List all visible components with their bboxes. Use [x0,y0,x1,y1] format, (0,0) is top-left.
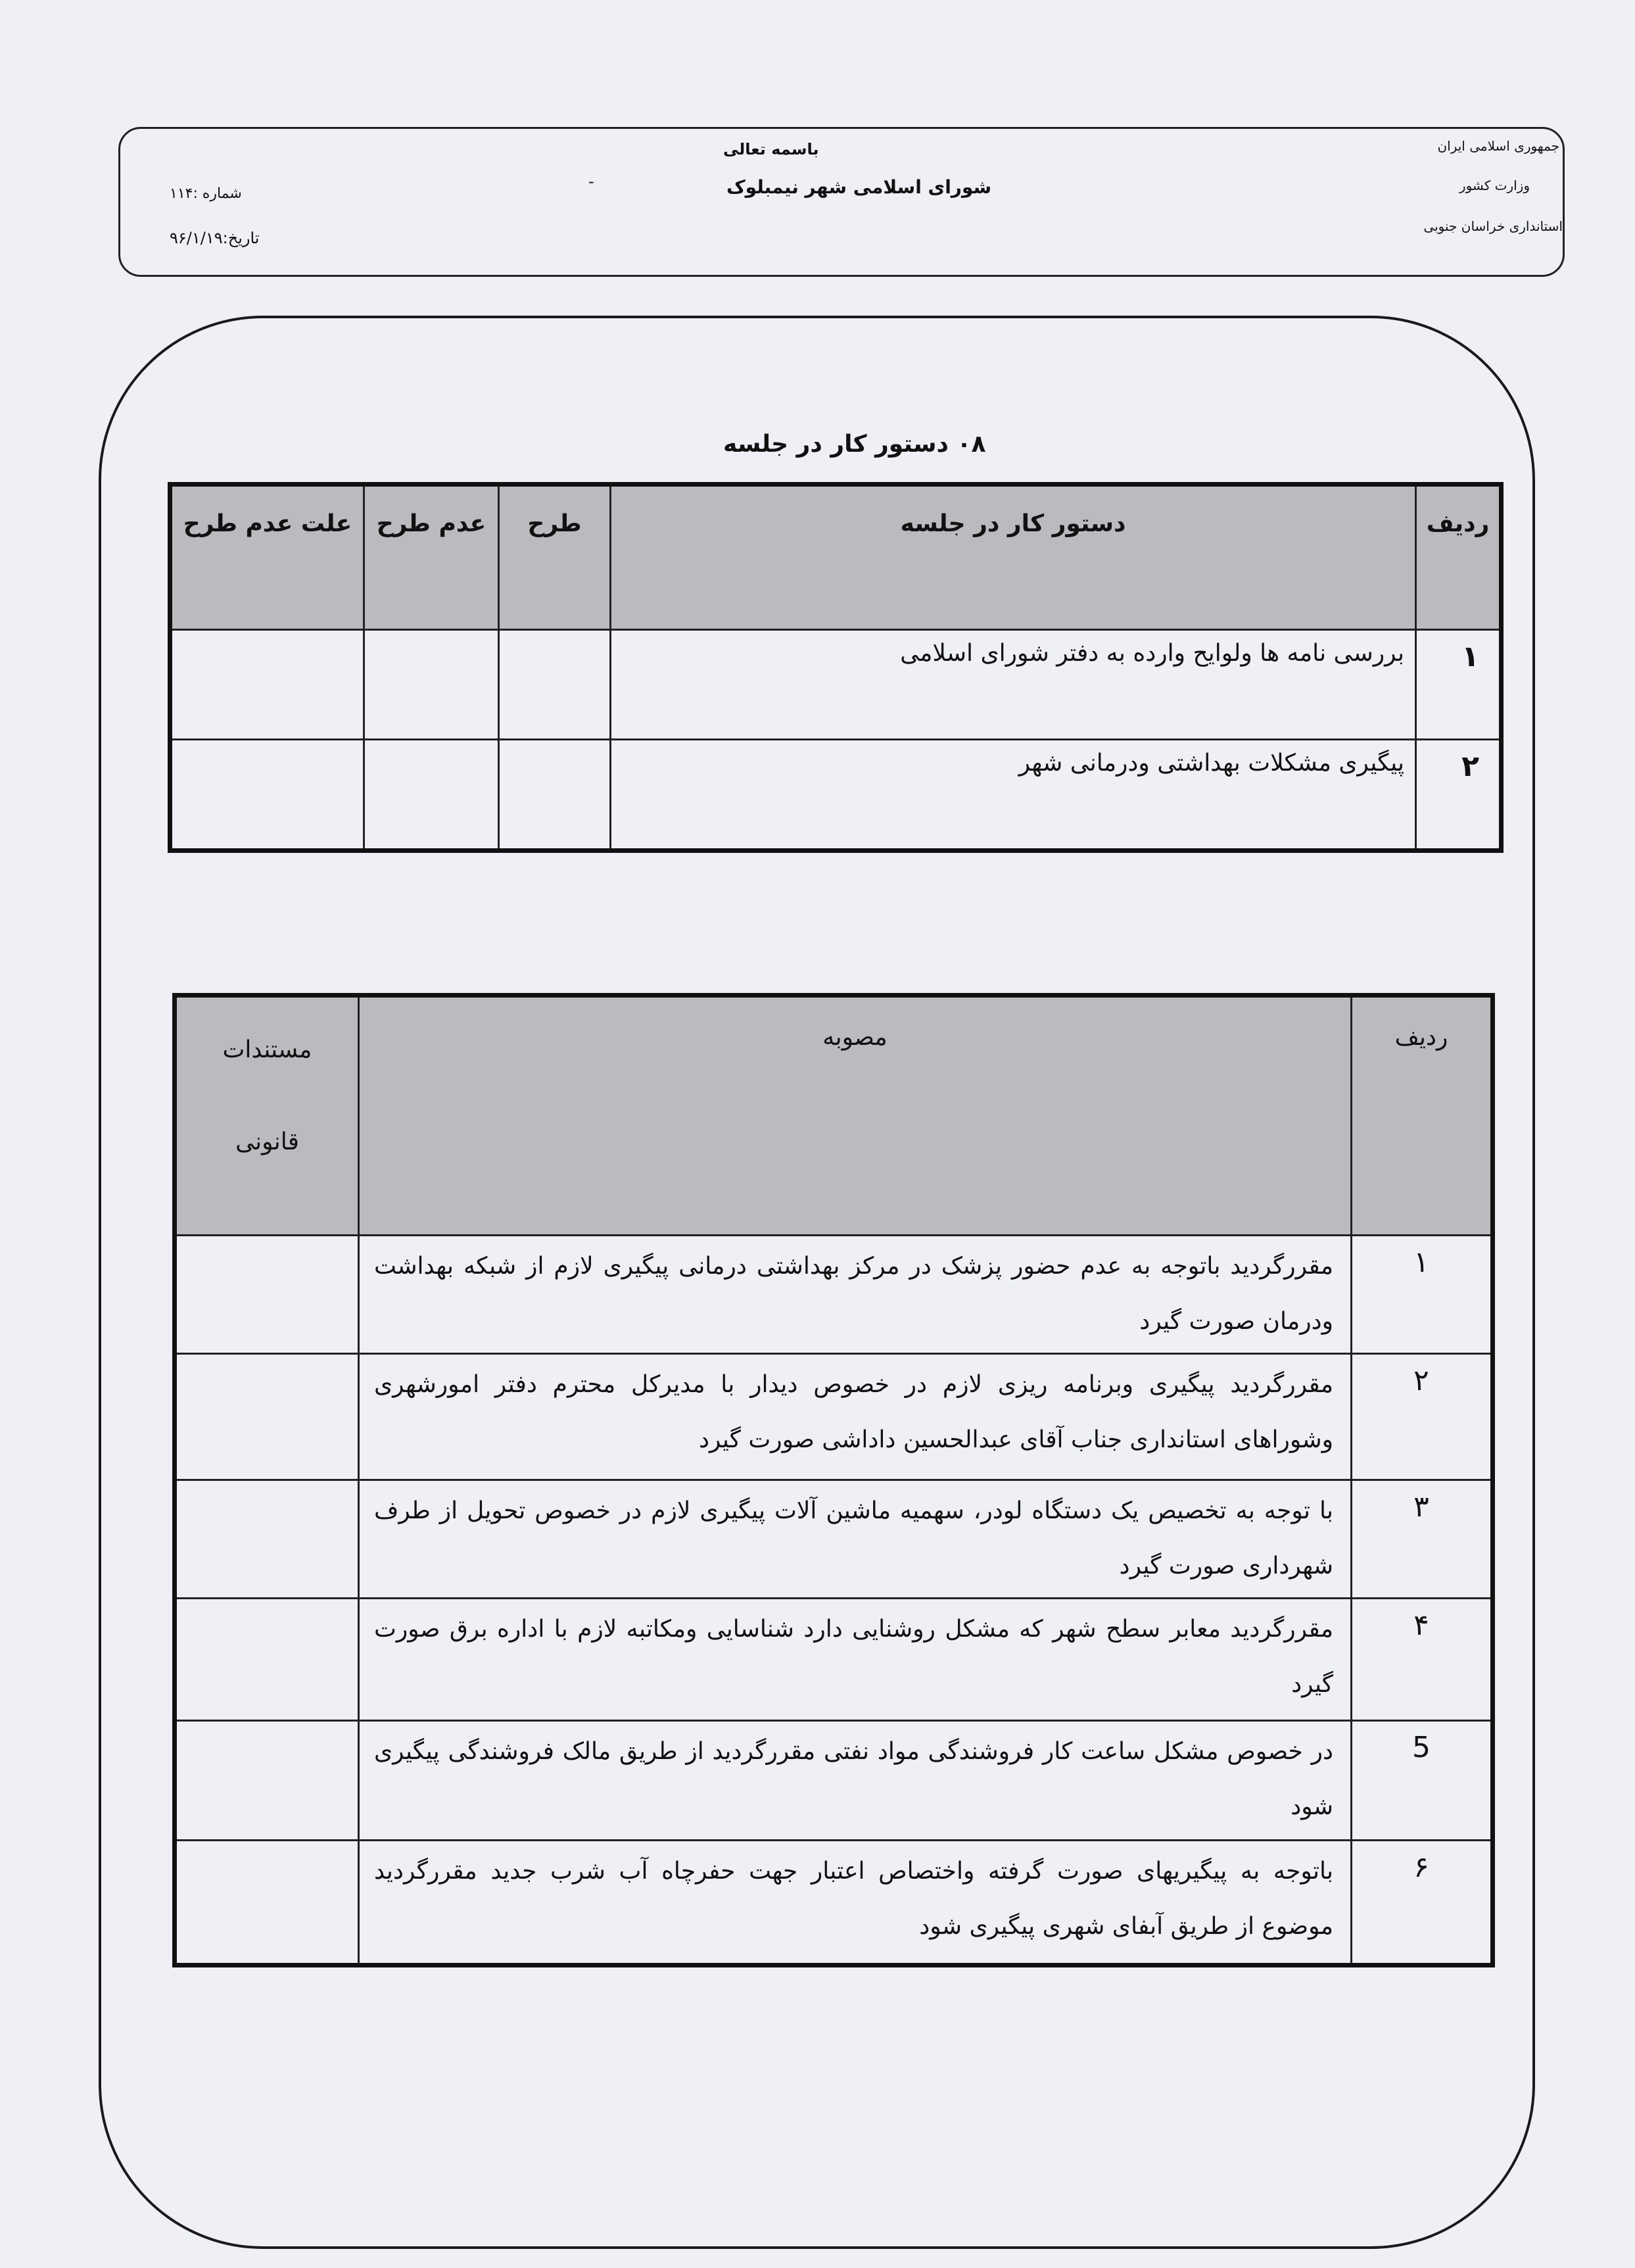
letter-date: تاریخ:۹۶/۱/۱۹ [170,229,260,247]
table-row [175,1841,1493,1966]
agenda-cell-proposed [499,630,611,740]
agenda-cell-reason [170,740,364,851]
resolution-legal-cell [175,1354,359,1480]
agenda-col-agenda: دستور کار در جلسه [611,485,1416,630]
resolution-number: ۴ [1352,1599,1493,1721]
agenda-table [168,482,1504,853]
agenda-col-reason: علت عدم طرح [170,485,364,630]
agenda-col-not-proposed: عدم طرح [364,485,499,630]
agenda-cell-proposed [499,740,611,851]
agenda-row-number: ۱ [1416,630,1502,740]
header-dash: - [588,172,594,191]
agenda-row-text: پیگیری مشکلات بهداشتی ودرمانی شهر [611,740,1416,851]
resolution-number: ۳ [1352,1480,1493,1599]
resolutions-col-row: ردیف [1352,996,1493,1236]
resolution-text: با توجه به تخصیص یک دستگاه لودر، سهمیه ماشین آلات پیگیری لازم در خصوص تحویل از طرف شهرداری صورت گیرد [359,1480,1352,1599]
table-row [175,1354,1493,1480]
resolution-legal-cell [175,1841,359,1966]
agenda-header-row [170,485,1502,630]
letter-number: شماره :۱۱۴ [170,185,242,202]
agenda-title: ۰۸ دستور کار در جلسه [723,431,986,458]
republic-name: جمهوری اسلامی ایران [1437,138,1559,154]
legal-docs-line2: قانونی [235,1128,299,1155]
table-row [170,630,1502,740]
agenda-cell-not-proposed [364,740,499,851]
resolution-legal-cell [175,1599,359,1721]
resolutions-col-legal-docs [175,996,359,1236]
table-row [170,740,1502,851]
ministry-name: وزارت کشور [1459,178,1530,193]
table-row [175,1721,1493,1841]
legal-docs-line1: مستندات [222,1036,312,1063]
header-basmala: باسمه تعالی [723,140,819,158]
resolution-text: مقررگردید باتوجه به عدم حضور پزشک در مرکز بهداشتی درمانی پیگیری لازم از شبکه بهداشت ودرمان صورت گیرد [359,1236,1352,1354]
resolution-text: مقررگردید معابر سطح شهر که مشکل روشنایی دارد شناسایی ومکاتبه لازم با اداره برق صورت گیرد [359,1599,1352,1721]
resolution-text: باتوجه به پیگیریهای صورت گرفته واختصاص اعتبار جهت حفرچاه آب شرب جدید مقررگردید موضوع از طریق آبفای شهری پیگیری شود [359,1841,1352,1966]
resolution-number: ۱ [1352,1236,1493,1354]
agenda-cell-reason [170,630,364,740]
resolutions-table [172,993,1495,1967]
resolutions-col-resolution: مصوبه [359,996,1352,1236]
agenda-col-row: ردیف [1416,485,1502,630]
resolutions-header-row [175,996,1493,1236]
table-row [175,1599,1493,1721]
resolution-number: ۶ [1352,1841,1493,1966]
resolution-legal-cell [175,1236,359,1354]
agenda-cell-not-proposed [364,630,499,740]
agenda-row-text: بررسی نامه ها ولوایح وارده به دفتر شورای اسلامی [611,630,1416,740]
resolution-number: ۲ [1352,1354,1493,1480]
header-box [118,127,1565,277]
resolution-legal-cell [175,1721,359,1841]
agenda-row-number: ۲ [1416,740,1502,851]
resolution-number: 5 [1352,1721,1493,1841]
resolution-text: مقررگردید پیگیری وبرنامه ریزی لازم در خصوص دیدار با مدیرکل محترم دفتر امورشهری وشوراهای استانداری جناب آقای عبدالحسین داداشی صورت گیرد [359,1354,1352,1480]
agenda-col-proposed: طرح [499,485,611,630]
table-row [175,1236,1493,1354]
table-row [175,1480,1493,1599]
council-name: شورای اسلامی شهر نیمبلوک [726,176,992,198]
resolution-legal-cell [175,1480,359,1599]
province-name: استانداری خراسان جنوبی [1423,218,1563,234]
resolution-text: در خصوص مشکل ساعت کار فروشندگی مواد نفتی مقررگردید از طریق مالک فروشندگی پیگیری شود [359,1721,1352,1841]
